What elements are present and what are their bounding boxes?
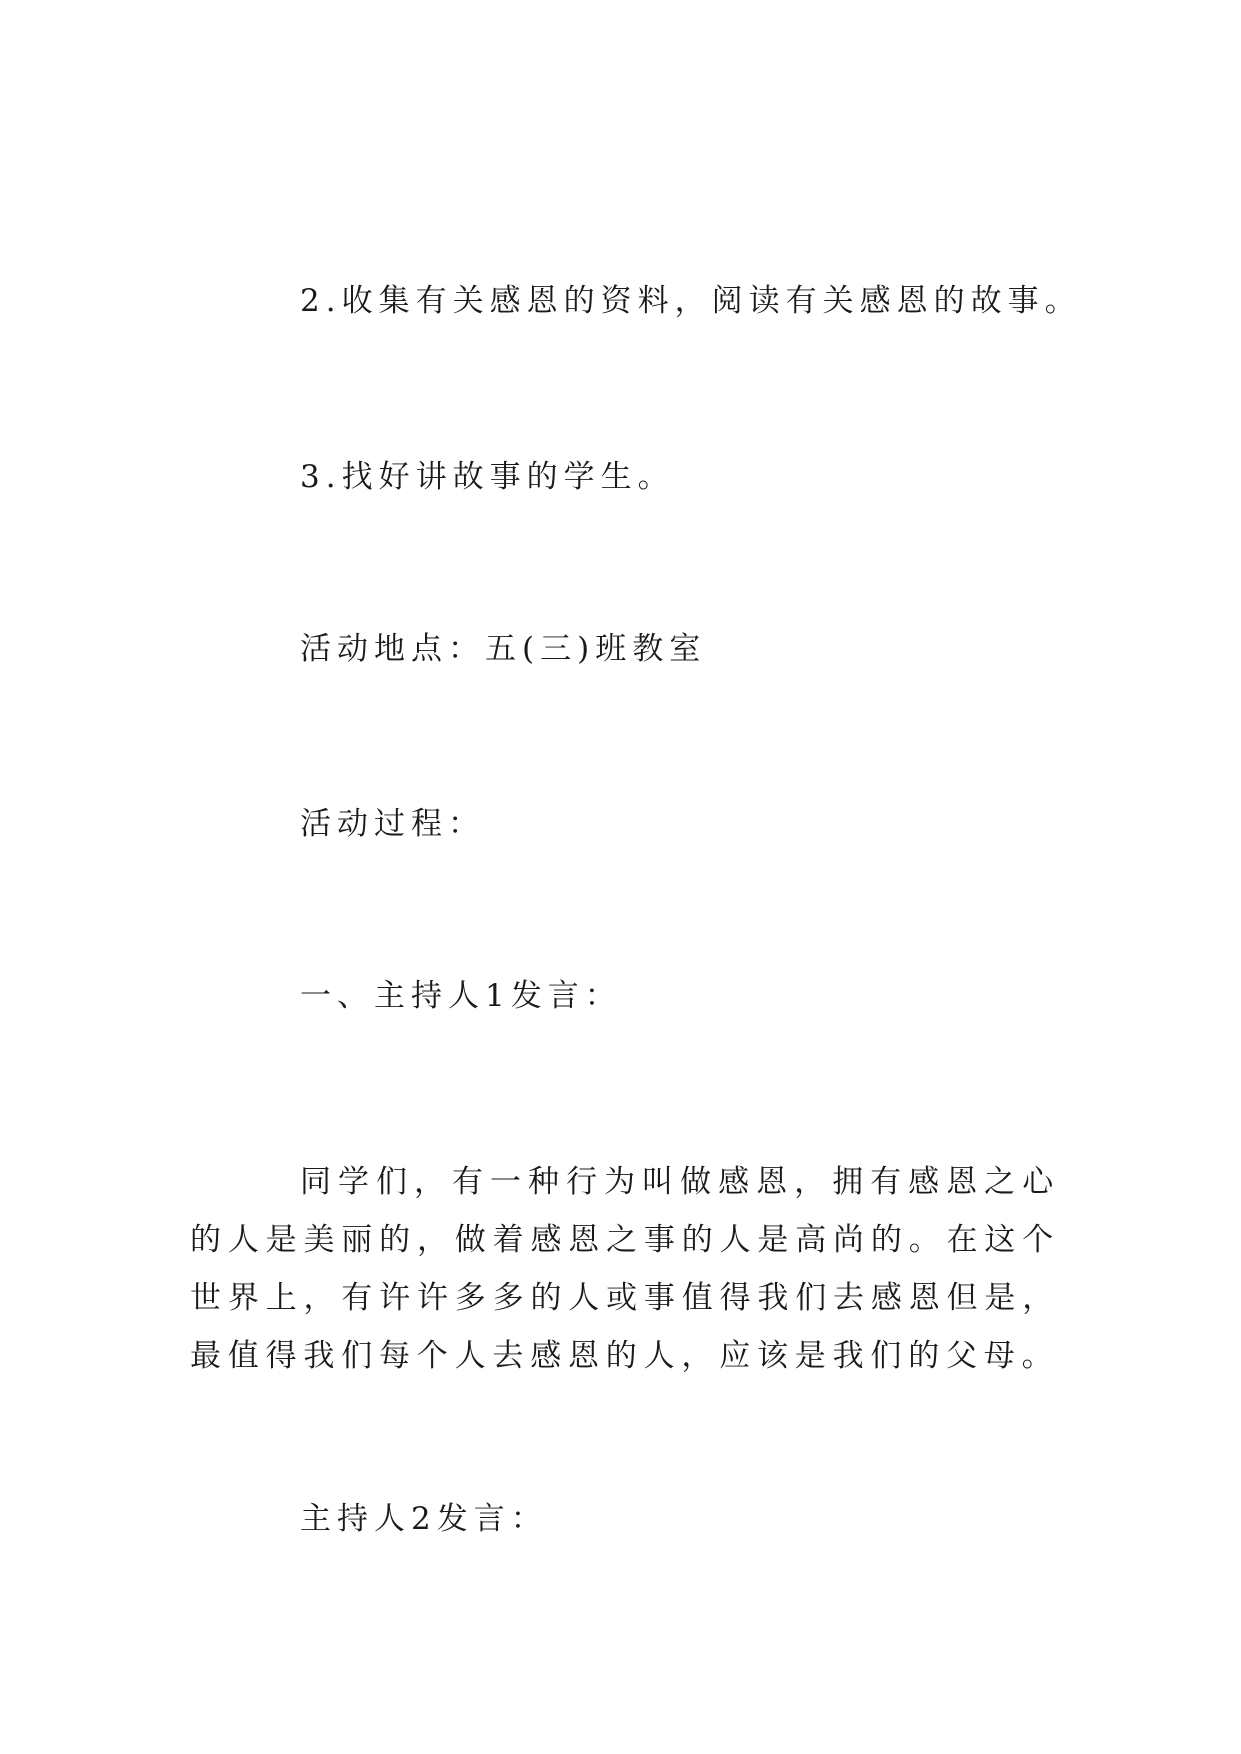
activity-location: 活动地点：五(三)班教室 xyxy=(300,631,707,667)
activity-process-heading: 活动过程： xyxy=(300,806,485,842)
host-2-heading: 主持人2发言： xyxy=(300,1501,548,1537)
prep-item-2: 2.收集有关感恩的资料，阅读有关感恩的故事。 xyxy=(300,283,1082,319)
host-1-speech-paragraph: 同学们，有一种行为叫做感恩，拥有感恩之心的人是美丽的，做着感恩之事的人是高尚的。在这个世界上，有许许多多的人或事值得我们去感恩但是，最值得我们每个人去感恩的人，应该是我们的父母。 xyxy=(190,1164,1060,1374)
host-1-heading: 一、主持人1发言： xyxy=(300,978,622,1014)
prep-item-3: 3.找好讲故事的学生。 xyxy=(300,459,675,495)
